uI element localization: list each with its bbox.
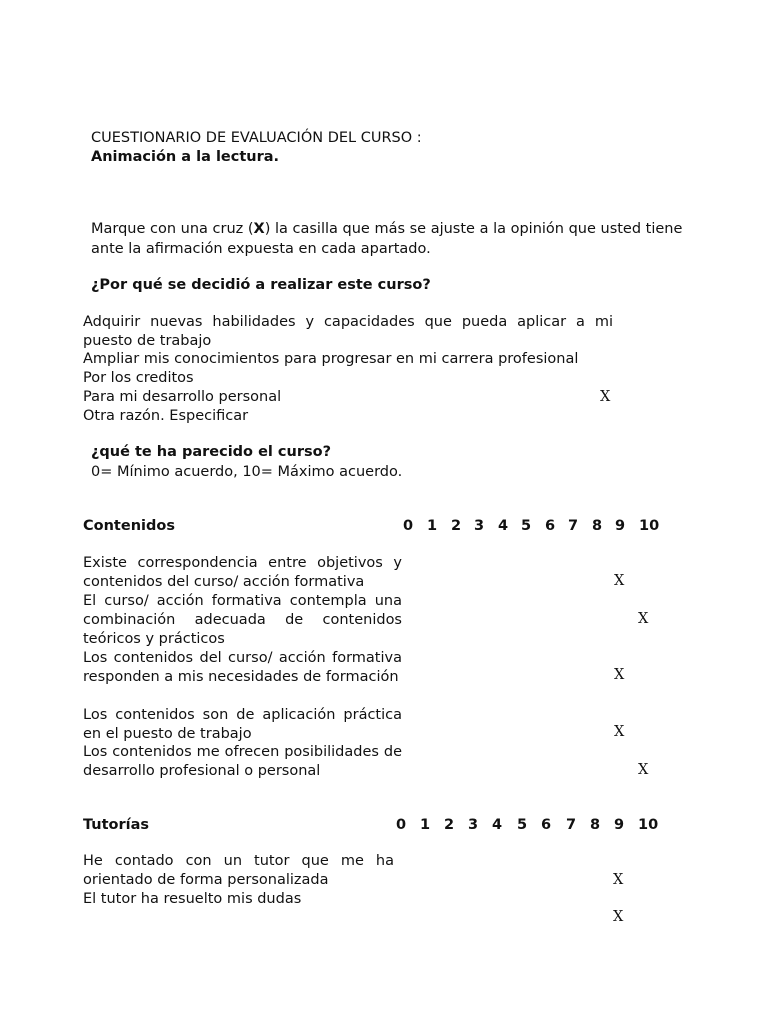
opinion-question: ¿qué te ha parecido el curso? <box>91 444 331 460</box>
contenidos-item-2: El curso/ acción formativa contempla una combinación adecuada de contenidos teóricos y prácticos <box>83 593 402 647</box>
instructions-after: ) la casilla que más se ajuste a la opinión que usted tiene ante la afirmación expuesta en cada apartado. <box>91 221 683 257</box>
contenidos-item-5: Los contenidos me ofrecen posibilidades de desarrollo profesional o personal <box>83 744 402 779</box>
scale-9: 9 <box>614 817 625 833</box>
why-option-1: Adquirir nuevas habilidades y capacidades que pueda aplicar a mi puesto de trabajo <box>83 314 613 349</box>
tutorias-item-2-mark: X <box>613 909 624 925</box>
tutorias-item-1: He contado con un tutor que me ha orientado de forma personalizada <box>83 853 394 888</box>
scale-6: 6 <box>545 518 556 534</box>
instructions-x: X <box>253 221 265 237</box>
contenidos-item-1-mark: X <box>614 573 625 589</box>
why-option-3: Por los creditos <box>83 370 194 386</box>
why-option-2: Ampliar mis conocimientos para progresar en mi carrera profesional <box>83 351 579 367</box>
scale-9: 9 <box>615 518 626 534</box>
tutorias-title: Tutorías <box>83 817 150 833</box>
contenidos-item-1: Existe correspondencia entre objetivos y contenidos del curso/ acción formativa <box>83 555 402 590</box>
questionnaire-title: CUESTIONARIO DE EVALUACIÓN DEL CURSO : <box>91 130 422 146</box>
tutorias-item-1-mark: X <box>613 872 624 888</box>
contenidos-item-2-mark: X <box>638 611 649 627</box>
contenidos-item-4-mark: X <box>614 724 625 740</box>
tutorias-scale-header <box>0 816 768 835</box>
course-name: Animación a la lectura. <box>91 149 280 165</box>
scale-5: 5 <box>521 518 532 534</box>
scale-2: 2 <box>451 518 462 534</box>
scale-0: 0 <box>396 817 407 833</box>
contenidos-item-3-mark: X <box>614 667 625 683</box>
scale-1: 1 <box>427 518 438 534</box>
instructions-before: Marque con una cruz ( <box>91 221 254 237</box>
scale-10: 10 <box>639 518 660 534</box>
contenidos-item-5-mark: X <box>638 762 649 778</box>
tutorias-item-2: El tutor ha resuelto mis dudas <box>83 891 302 907</box>
scale-8: 8 <box>592 518 603 534</box>
why-option-5: Otra razón. Especificar <box>83 408 249 424</box>
contenidos-item-4: Los contenidos son de aplicación práctica en el puesto de trabajo <box>83 707 402 742</box>
contenidos-scale-header <box>0 517 768 536</box>
instructions <box>91 219 691 259</box>
scale-1: 1 <box>420 817 431 833</box>
scale-7: 7 <box>566 817 577 833</box>
scale-4: 4 <box>498 518 509 534</box>
scale-0: 0 <box>403 518 414 534</box>
why-option-4: Para mi desarrollo personal <box>83 389 282 405</box>
scale-6: 6 <box>541 817 552 833</box>
scale-5: 5 <box>517 817 528 833</box>
scale-3: 3 <box>468 817 479 833</box>
why-question: ¿Por qué se decidió a realizar este curso? <box>91 277 431 293</box>
contenidos-title: Contenidos <box>83 518 175 534</box>
scale-8: 8 <box>590 817 601 833</box>
scale-2: 2 <box>444 817 455 833</box>
scale-10: 10 <box>638 817 659 833</box>
scale-3: 3 <box>474 518 485 534</box>
scale-4: 4 <box>492 817 503 833</box>
scale-note: 0= Mínimo acuerdo, 10= Máximo acuerdo. <box>91 464 403 480</box>
why-option-4-mark: X <box>600 389 611 405</box>
contenidos-item-3: Los contenidos del curso/ acción formativa responden a mis necesidades de formación <box>83 650 402 685</box>
scale-7: 7 <box>568 518 579 534</box>
